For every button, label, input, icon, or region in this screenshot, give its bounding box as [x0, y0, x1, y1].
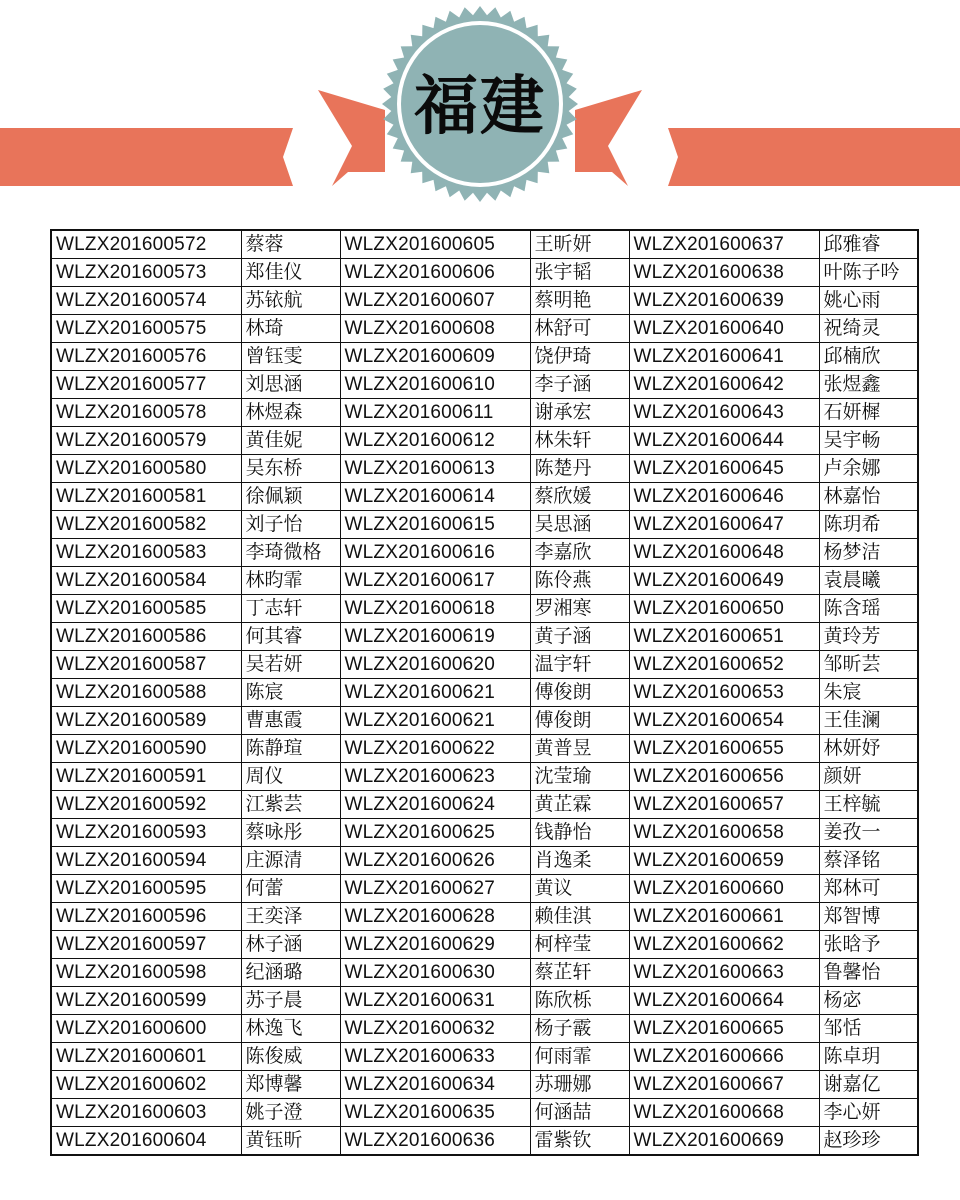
student-id: WLZX201600659: [629, 847, 819, 875]
student-name: 黄普昱: [530, 735, 629, 763]
student-name: 黄议: [530, 875, 629, 903]
student-id: WLZX201600616: [340, 539, 530, 567]
student-id: WLZX201600598: [51, 959, 241, 987]
student-name: 黄子涵: [530, 623, 629, 651]
student-name: 蔡欣媛: [530, 483, 629, 511]
student-name: 石妍樨: [819, 399, 918, 427]
table-row: [51, 707, 918, 735]
student-name: 林煜森: [241, 399, 340, 427]
left-ribbon-fold: [318, 90, 385, 186]
student-name: 陈玥希: [819, 511, 918, 539]
student-id: WLZX201600657: [629, 791, 819, 819]
student-id: WLZX201600663: [629, 959, 819, 987]
table-row: [51, 847, 918, 875]
student-id: WLZX201600603: [51, 1099, 241, 1127]
student-name: 曹惠霞: [241, 707, 340, 735]
student-name: 叶陈子吟: [819, 259, 918, 287]
student-id: WLZX201600648: [629, 539, 819, 567]
table-row: [51, 903, 918, 931]
student-id: WLZX201600612: [340, 427, 530, 455]
student-name: 张晗予: [819, 931, 918, 959]
student-id: WLZX201600573: [51, 259, 241, 287]
student-id: WLZX201600574: [51, 287, 241, 315]
student-id: WLZX201600624: [340, 791, 530, 819]
table-row: [51, 679, 918, 707]
student-id: WLZX201600664: [629, 987, 819, 1015]
student-name: 傅俊朗: [530, 679, 629, 707]
table-row: [51, 427, 918, 455]
student-id: WLZX201600649: [629, 567, 819, 595]
student-name: 蔡明艳: [530, 287, 629, 315]
student-name: 陈欣栎: [530, 987, 629, 1015]
student-name: 江紫芸: [241, 791, 340, 819]
student-name: 祝绮灵: [819, 315, 918, 343]
student-name: 袁晨曦: [819, 567, 918, 595]
student-name: 王佳澜: [819, 707, 918, 735]
student-id: WLZX201600602: [51, 1071, 241, 1099]
right-ribbon: [668, 128, 960, 186]
student-name: 黄钰昕: [241, 1127, 340, 1156]
student-id: WLZX201600611: [340, 399, 530, 427]
student-name: 林子涵: [241, 931, 340, 959]
student-name: 蔡蓉: [241, 230, 340, 259]
student-id: WLZX201600625: [340, 819, 530, 847]
student-name: 鲁馨怡: [819, 959, 918, 987]
student-id: WLZX201600578: [51, 399, 241, 427]
student-name: 张宇韬: [530, 259, 629, 287]
student-id: WLZX201600590: [51, 735, 241, 763]
student-id: WLZX201600635: [340, 1099, 530, 1127]
table-row: [51, 651, 918, 679]
student-name: 何涵喆: [530, 1099, 629, 1127]
student-name: 蔡芷轩: [530, 959, 629, 987]
student-id: WLZX201600662: [629, 931, 819, 959]
student-name: 吴若妍: [241, 651, 340, 679]
student-id: WLZX201600667: [629, 1071, 819, 1099]
student-name: 杨梦洁: [819, 539, 918, 567]
student-name: 徐佩颖: [241, 483, 340, 511]
student-name: 李琦微格: [241, 539, 340, 567]
student-name: 邱楠欣: [819, 343, 918, 371]
student-id: WLZX201600610: [340, 371, 530, 399]
student-id: WLZX201600651: [629, 623, 819, 651]
student-id: WLZX201600600: [51, 1015, 241, 1043]
student-name: 饶伊琦: [530, 343, 629, 371]
student-name: 陈伶燕: [530, 567, 629, 595]
student-name: 黄佳妮: [241, 427, 340, 455]
student-id: WLZX201600576: [51, 343, 241, 371]
student-name: 杨子霰: [530, 1015, 629, 1043]
roster-table: [50, 229, 919, 1156]
student-id: WLZX201600583: [51, 539, 241, 567]
student-name: 林逸飞: [241, 1015, 340, 1043]
student-id: WLZX201600575: [51, 315, 241, 343]
student-name: 姜孜一: [819, 819, 918, 847]
student-name: 王梓毓: [819, 791, 918, 819]
student-id: WLZX201600638: [629, 259, 819, 287]
student-id: WLZX201600669: [629, 1127, 819, 1156]
student-id: WLZX201600646: [629, 483, 819, 511]
student-name: 谢嘉亿: [819, 1071, 918, 1099]
student-id: WLZX201600606: [340, 259, 530, 287]
student-name: 傅俊朗: [530, 707, 629, 735]
table-row: [51, 1071, 918, 1099]
student-id: WLZX201600640: [629, 315, 819, 343]
student-id: WLZX201600588: [51, 679, 241, 707]
student-id: WLZX201600613: [340, 455, 530, 483]
student-id: WLZX201600632: [340, 1015, 530, 1043]
student-id: WLZX201600592: [51, 791, 241, 819]
student-name: 林琦: [241, 315, 340, 343]
student-id: WLZX201600580: [51, 455, 241, 483]
table-row: [51, 875, 918, 903]
student-name: 张煜鑫: [819, 371, 918, 399]
table-row: [51, 399, 918, 427]
student-id: WLZX201600584: [51, 567, 241, 595]
table-row: [51, 343, 918, 371]
student-id: WLZX201600628: [340, 903, 530, 931]
table-row: [51, 931, 918, 959]
student-id: WLZX201600656: [629, 763, 819, 791]
table-row: [51, 259, 918, 287]
student-id: WLZX201600619: [340, 623, 530, 651]
table-row: [51, 1127, 918, 1156]
student-id: WLZX201600581: [51, 483, 241, 511]
student-id: WLZX201600623: [340, 763, 530, 791]
student-name: 陈卓玥: [819, 1043, 918, 1071]
table-row: [51, 763, 918, 791]
student-id: WLZX201600614: [340, 483, 530, 511]
student-name: 卢余娜: [819, 455, 918, 483]
student-name: 沈莹瑜: [530, 763, 629, 791]
table-row: [51, 1015, 918, 1043]
table-row: [51, 595, 918, 623]
student-name: 丁志轩: [241, 595, 340, 623]
student-id: WLZX201600604: [51, 1127, 241, 1156]
student-id: WLZX201600597: [51, 931, 241, 959]
student-id: WLZX201600653: [629, 679, 819, 707]
student-id: WLZX201600615: [340, 511, 530, 539]
table-row: [51, 567, 918, 595]
student-name: 李嘉欣: [530, 539, 629, 567]
table-row: [51, 287, 918, 315]
table-row: [51, 1043, 918, 1071]
student-id: WLZX201600629: [340, 931, 530, 959]
student-id: WLZX201600652: [629, 651, 819, 679]
table-row: [51, 987, 918, 1015]
student-id: WLZX201600618: [340, 595, 530, 623]
student-name: 刘子怡: [241, 511, 340, 539]
student-id: WLZX201600630: [340, 959, 530, 987]
student-id: WLZX201600601: [51, 1043, 241, 1071]
student-name: 何其睿: [241, 623, 340, 651]
student-id: WLZX201600647: [629, 511, 819, 539]
student-name: 吴思涵: [530, 511, 629, 539]
student-id: WLZX201600572: [51, 230, 241, 259]
student-name: 朱宸: [819, 679, 918, 707]
student-id: WLZX201600622: [340, 735, 530, 763]
table-row: [51, 511, 918, 539]
student-name: 王昕妍: [530, 230, 629, 259]
student-id: WLZX201600585: [51, 595, 241, 623]
student-name: 谢承宏: [530, 399, 629, 427]
student-name: 曾钰雯: [241, 343, 340, 371]
student-name: 邹恬: [819, 1015, 918, 1043]
student-id: WLZX201600641: [629, 343, 819, 371]
student-name: 郑林可: [819, 875, 918, 903]
student-id: WLZX201600631: [340, 987, 530, 1015]
student-name: 何雨霏: [530, 1043, 629, 1071]
table-row: [51, 819, 918, 847]
student-id: WLZX201600577: [51, 371, 241, 399]
student-id: WLZX201600636: [340, 1127, 530, 1156]
student-name: 周仪: [241, 763, 340, 791]
student-id: WLZX201600644: [629, 427, 819, 455]
student-name: 陈楚丹: [530, 455, 629, 483]
student-id: WLZX201600650: [629, 595, 819, 623]
region-title: 福建: [414, 69, 546, 144]
student-id: WLZX201600596: [51, 903, 241, 931]
student-name: 苏子晨: [241, 987, 340, 1015]
right-ribbon-fold: [575, 90, 642, 186]
student-name: 邹昕芸: [819, 651, 918, 679]
student-name: 姚子澄: [241, 1099, 340, 1127]
student-name: 苏珊娜: [530, 1071, 629, 1099]
student-name: 蔡咏彤: [241, 819, 340, 847]
table-row: [51, 230, 918, 259]
student-id: WLZX201600595: [51, 875, 241, 903]
student-id: WLZX201600589: [51, 707, 241, 735]
student-name: 李心妍: [819, 1099, 918, 1127]
student-id: WLZX201600582: [51, 511, 241, 539]
student-id: WLZX201600609: [340, 343, 530, 371]
student-name: 柯梓莹: [530, 931, 629, 959]
table-row: [51, 735, 918, 763]
student-id: WLZX201600665: [629, 1015, 819, 1043]
student-id: WLZX201600654: [629, 707, 819, 735]
student-name: 雷紫钦: [530, 1127, 629, 1156]
student-name: 赵珍珍: [819, 1127, 918, 1156]
student-id: WLZX201600661: [629, 903, 819, 931]
student-id: WLZX201600627: [340, 875, 530, 903]
student-name: 纪涵璐: [241, 959, 340, 987]
student-name: 苏铱航: [241, 287, 340, 315]
student-name: 邱雅睿: [819, 230, 918, 259]
roster-body: [51, 230, 918, 1155]
student-id: WLZX201600645: [629, 455, 819, 483]
student-id: WLZX201600591: [51, 763, 241, 791]
student-name: 吴宇畅: [819, 427, 918, 455]
table-row: [51, 623, 918, 651]
student-id: WLZX201600620: [340, 651, 530, 679]
student-name: 林舒可: [530, 315, 629, 343]
student-id: WLZX201600639: [629, 287, 819, 315]
student-id: WLZX201600608: [340, 315, 530, 343]
student-id: WLZX201600579: [51, 427, 241, 455]
table-row: [51, 371, 918, 399]
student-id: WLZX201600626: [340, 847, 530, 875]
student-id: WLZX201600658: [629, 819, 819, 847]
student-name: 陈宸: [241, 679, 340, 707]
student-id: WLZX201600605: [340, 230, 530, 259]
student-name: 庄源清: [241, 847, 340, 875]
student-id: WLZX201600668: [629, 1099, 819, 1127]
student-name: 黄玲芳: [819, 623, 918, 651]
student-id: WLZX201600642: [629, 371, 819, 399]
student-name: 林嘉怡: [819, 483, 918, 511]
student-name: 陈静瑄: [241, 735, 340, 763]
student-name: 陈含瑶: [819, 595, 918, 623]
student-name: 黄芷霖: [530, 791, 629, 819]
student-id: WLZX201600637: [629, 230, 819, 259]
student-id: WLZX201600633: [340, 1043, 530, 1071]
student-name: 林朱轩: [530, 427, 629, 455]
student-name: 赖佳淇: [530, 903, 629, 931]
student-name: 林昀霏: [241, 567, 340, 595]
table-row: [51, 315, 918, 343]
table-row: [51, 791, 918, 819]
student-name: 李子涵: [530, 371, 629, 399]
student-id: WLZX201600607: [340, 287, 530, 315]
student-id: WLZX201600660: [629, 875, 819, 903]
student-name: 肖逸柔: [530, 847, 629, 875]
student-name: 杨宓: [819, 987, 918, 1015]
student-name: 何蕾: [241, 875, 340, 903]
student-name: 陈俊威: [241, 1043, 340, 1071]
table-row: [51, 1099, 918, 1127]
table-row: [51, 483, 918, 511]
student-id: WLZX201600594: [51, 847, 241, 875]
student-id: WLZX201600643: [629, 399, 819, 427]
table-row: [51, 959, 918, 987]
student-id: WLZX201600666: [629, 1043, 819, 1071]
student-name: 刘思涵: [241, 371, 340, 399]
student-id: WLZX201600599: [51, 987, 241, 1015]
student-name: 罗湘寒: [530, 595, 629, 623]
student-id: WLZX201600586: [51, 623, 241, 651]
student-id: WLZX201600655: [629, 735, 819, 763]
student-id: WLZX201600621: [340, 707, 530, 735]
student-name: 姚心雨: [819, 287, 918, 315]
student-id: WLZX201600617: [340, 567, 530, 595]
left-ribbon: [0, 128, 293, 186]
student-name: 蔡泽铭: [819, 847, 918, 875]
student-name: 郑佳仪: [241, 259, 340, 287]
table-row: [51, 539, 918, 567]
student-name: 颜妍: [819, 763, 918, 791]
student-id: WLZX201600634: [340, 1071, 530, 1099]
student-id: WLZX201600621: [340, 679, 530, 707]
student-name: 郑智博: [819, 903, 918, 931]
student-name: 林妍妤: [819, 735, 918, 763]
student-id: WLZX201600593: [51, 819, 241, 847]
table-row: [51, 455, 918, 483]
student-name: 郑博馨: [241, 1071, 340, 1099]
student-name: 温宇轩: [530, 651, 629, 679]
student-name: 王奕泽: [241, 903, 340, 931]
student-name: 吴东桥: [241, 455, 340, 483]
student-name: 钱静怡: [530, 819, 629, 847]
student-id: WLZX201600587: [51, 651, 241, 679]
